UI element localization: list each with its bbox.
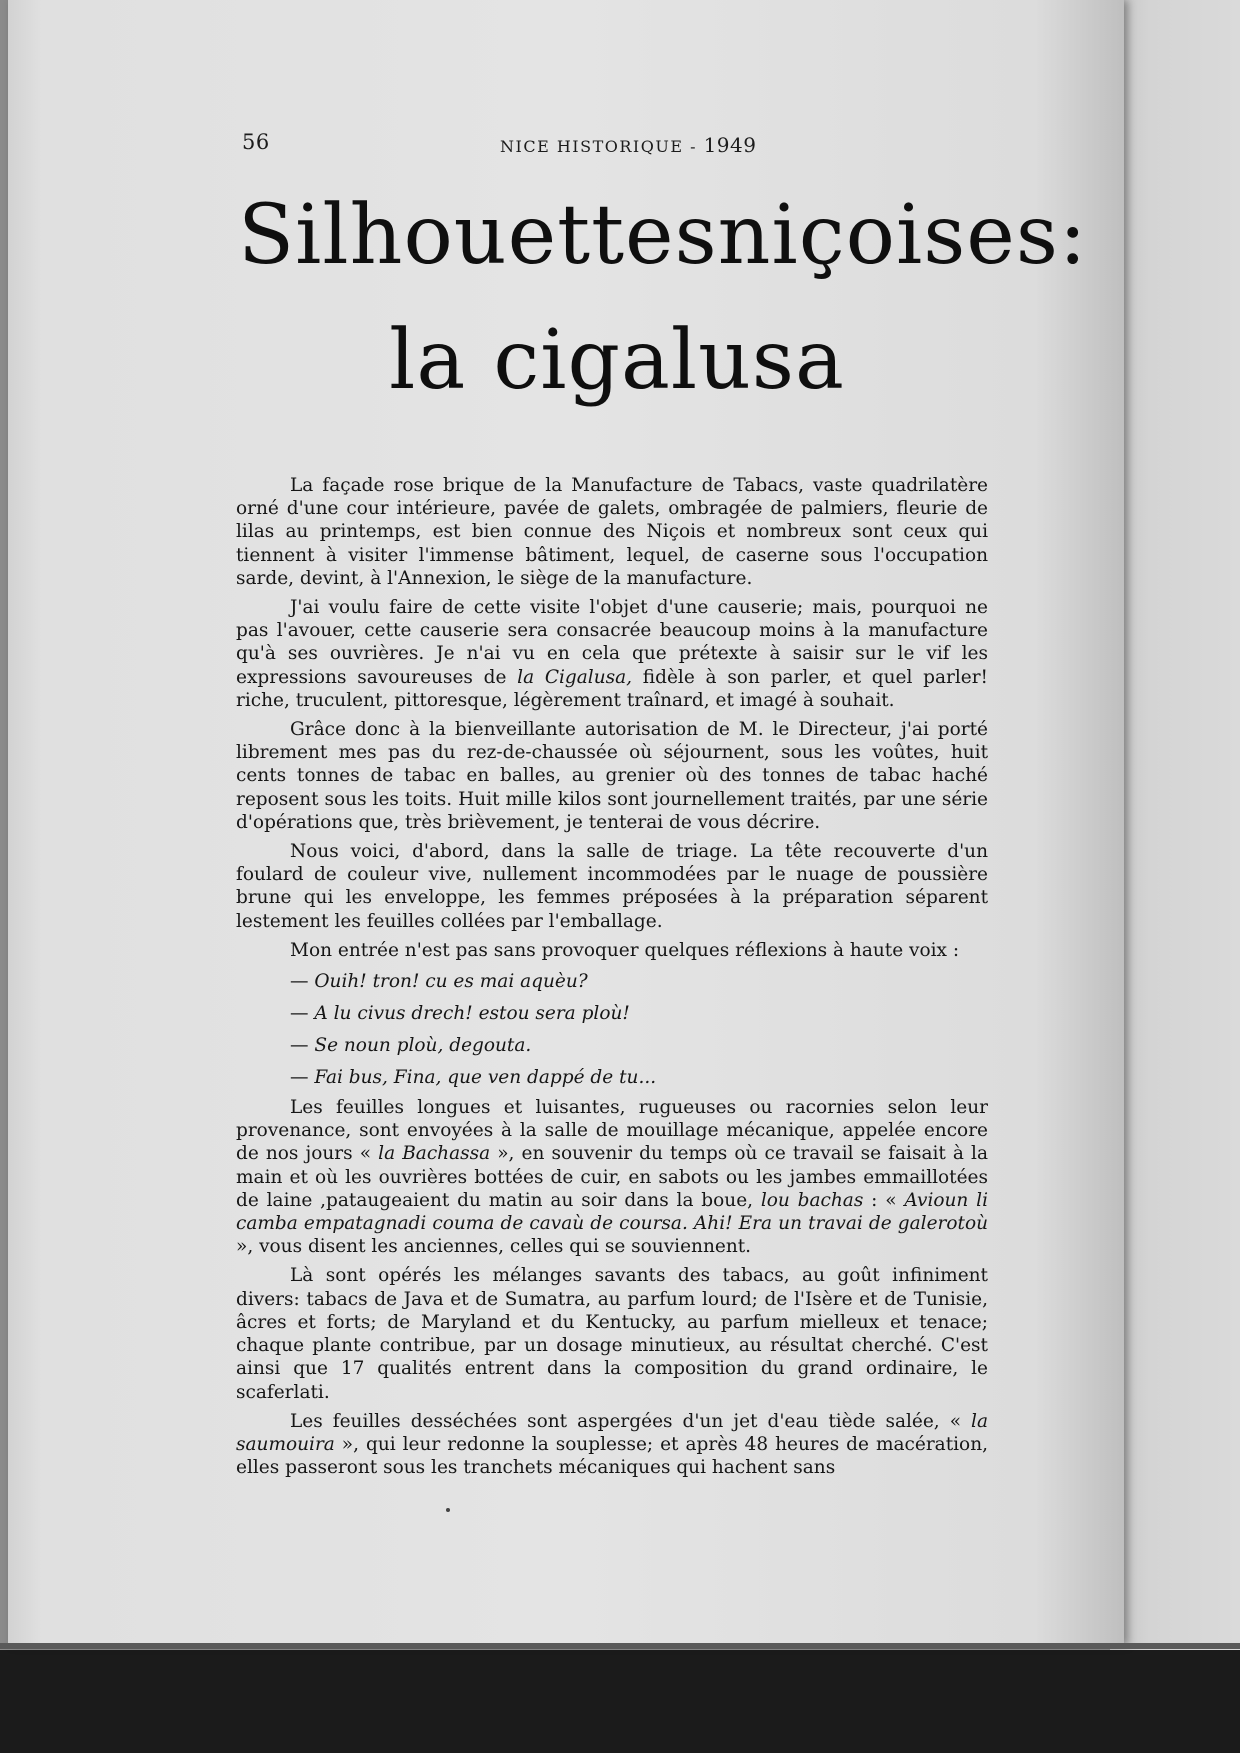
running-header [230, 130, 990, 160]
dialogue-line: — Ouih! tron! cu es mai aquèu? [290, 971, 588, 993]
italic-quote: Avioun li camba empatagnadi couma de cavaù de coursa. Ahi! Era un travai de galerotoù [236, 1189, 988, 1235]
dialogue-line: — Se noun ploù, degouta. [290, 1035, 532, 1057]
italic-term: la saumouira [236, 1410, 988, 1455]
article-title-line-1 [238, 188, 1088, 283]
journal-title [500, 133, 756, 157]
italic-term: lou bachas [760, 1189, 864, 1211]
page-number: 56 [242, 130, 270, 154]
journal-year: 1949 [703, 133, 757, 157]
paragraph-8: Les feuilles desséchées sont aspergées d'un jet d'eau tiède salée, « la saumouira », qui leur redonne la souplesse; et après 48 heures de macération, elles passeront sous les tranchets mécaniques qui hachent sans [236, 1410, 988, 1479]
dialogue-line: — A lu civus drech! estou sera ploù! [290, 1003, 630, 1025]
article-title-line-2: la cigalusa [389, 313, 845, 408]
article-body [236, 474, 988, 1485]
paragraph-2: J'ai voulu faire de cette visite l'objet d'une causerie; mais, pourquoi ne pas l'avouer, cette causerie sera consacrée beaucoup moins à la manufacture qu'à ses ouvrières. Je n'ai vu en cela que prétexte à saisir sur le vif les expressions savoureuses de la Cigalusa, fidèle à son parler, et quel parler! riche, truculent, pittoresque, légèrement traînard, et imagé à souhait. [236, 597, 988, 711]
facing-page-edge [1110, 0, 1240, 1650]
paragraph-6: Les feuilles longues et luisantes, rugueuses ou racornies selon leur provenance, sont envoyées à la salle de mouillage mécanique, appelée encore de nos jours « la Bachassa », en souvenir du temps où ce travail se faisait à la main et où les ouvrières bottées de cuir, en sabots ou les jambes emmaillotées de laine ,pataugeaient du matin au soir dans la boue, lou bachas : « Avioun li camba empatagnadi couma de cavaù de coursa. Ahi! Era un travai de galerotoù », vous disent les anciennes, celles qui se souviennent. [236, 1097, 988, 1258]
paragraph-3: Grâce donc à la bienveillante autorisation de M. le Directeur, j'ai porté librement mes pas du rez-de-chaussée où séjournent, sous les voûtes, huit cents tonnes de tabac en balles, au grenier où des tonnes de tabac haché reposent sous les toits. Huit mille kilos sont journellement traités, par une série d'opérations que, très brièvement, je tenterai de vous décrire. [236, 719, 988, 833]
italic-term: la Bachassa [378, 1143, 491, 1165]
dialogue-line: — Fai bus, Fina, que ven dappé de tu... [290, 1067, 657, 1089]
title-word-silhouettes: Silhouettes [238, 188, 718, 283]
paragraph-5: Mon entrée n'est pas sans provoquer quelques réflexions à haute voix : [290, 939, 960, 961]
paragraph-4: Nous voici, d'abord, dans la salle de triage. La tête recouverte d'un foulard de couleur vive, nullement incommodées par le nuage de poussière brune qui les enveloppe, les femmes préposées à la préparation séparent lestement les feuilles collées par l'emballage. [236, 841, 988, 932]
ink-speck [446, 1508, 450, 1512]
italic-term: la Cigalusa, [517, 666, 633, 688]
paragraph-1: La façade rose brique de la Manufacture de Tabacs, vaste quadrilatère orné d'une cour intérieure, pavée de galets, ombragée de palmiers, fleurie de lilas au printemps, est bien connue des Niçois et nombreux sont ceux qui tiennent à visiter l'immense bâtiment, lequel, de caserne sous l'occupation sarde, devint, à l'Annexion, le siège de la manufacture. [236, 475, 988, 589]
paragraph-7: Là sont opérés les mélanges savants des tabacs, au goût infiniment divers: tabacs de Java et de Sumatra, au parfum lourd; de l'Isère et de Tunisie, âcres et forts; de Maryland et du Kentucky, au parfum mielleux et tenace; chaque plante contribue, par un dosage minutieux, au résultat cherché. C'est ainsi que 17 qualités entrent dans la composition du grand ordinaire, le scaferlati. [236, 1265, 988, 1403]
title-word-nicoises: niçoises: [717, 188, 1088, 283]
page-bottom-edge [0, 1643, 1240, 1649]
journal-name: NICE HISTORIQUE - [500, 137, 704, 156]
